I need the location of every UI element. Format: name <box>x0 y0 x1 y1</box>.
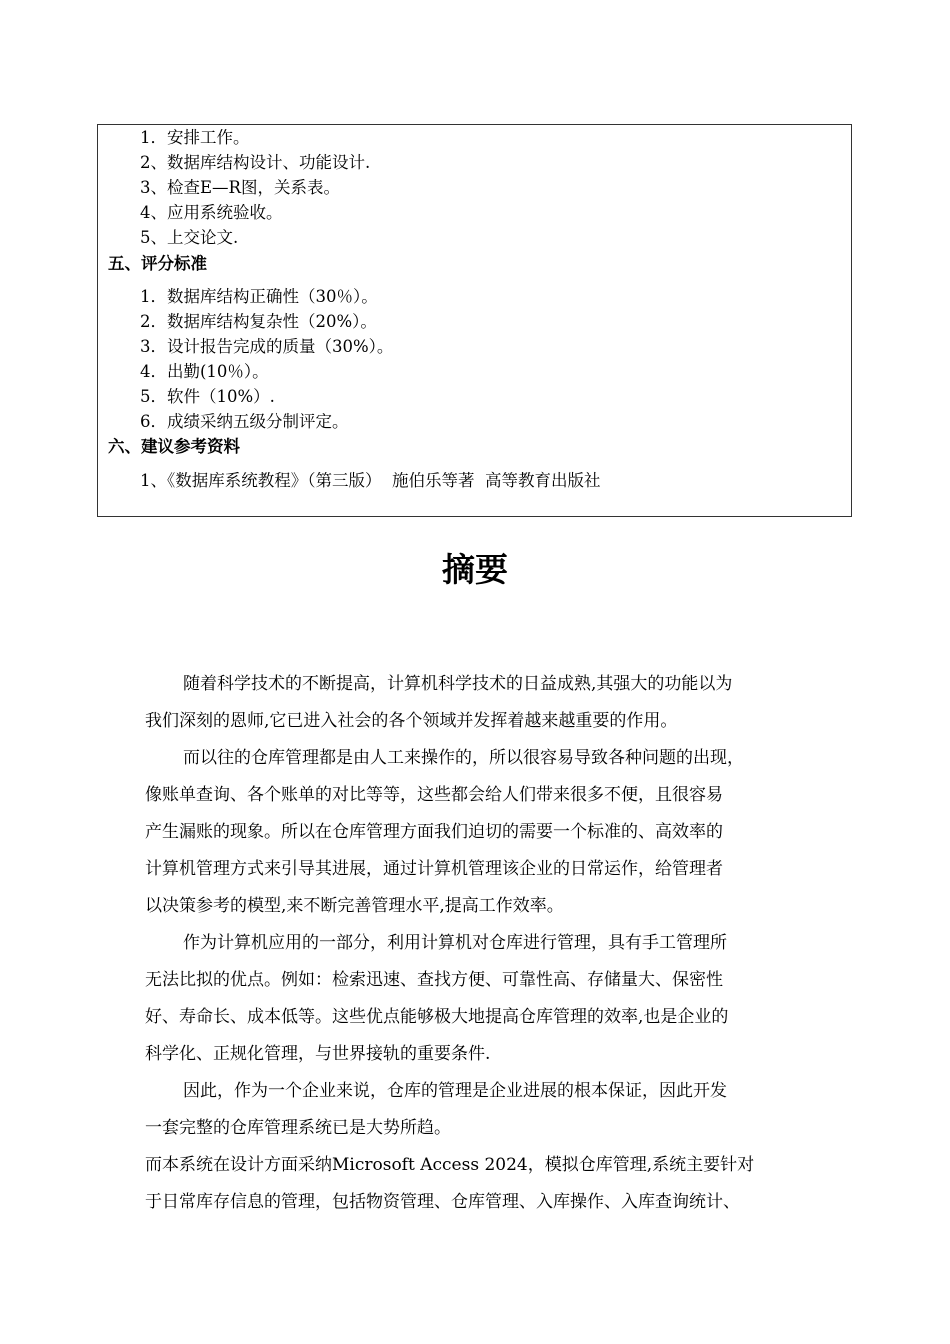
abstract-line: 随着科学技术的不断提高，计算机科学技术的日益成熟,其强大的功能以为 <box>183 674 733 694</box>
abstract-line: 像账单查询、各个账单的对比等等，这些都会给人们带来很多不便，且很容易 <box>145 785 723 805</box>
grading-item: 3．设计报告完成的质量（30%）。 <box>140 337 394 356</box>
abstract-line: 一套完整的仓库管理系统已是大势所趋。 <box>145 1118 451 1138</box>
abstract-line: 而本系统在设计方面采纳Microsoft Access 2024，模拟仓库管理,系统主要针对 <box>145 1155 755 1175</box>
reference-item: 1、《数据库系统教程》（第三版） 施伯乐等著 高等教育出版社 <box>140 471 601 490</box>
abstract-line: 作为计算机应用的一部分，利用计算机对仓库进行管理，具有手工管理所 <box>183 933 727 953</box>
requirement-item: 1．安排工作。 <box>140 128 250 147</box>
abstract-line: 科学化、正规化管理，与世界接轨的重要条件. <box>145 1044 491 1064</box>
requirement-item: 3、检查E—R图，关系表。 <box>140 178 340 197</box>
abstract-line: 无法比拟的优点。例如：检索迅速、查找方便、可靠性高、存储量大、保密性 <box>145 970 723 990</box>
abstract-line: 产生漏账的现象。所以在仓库管理方面我们迫切的需要一个标准的、高效率的 <box>145 822 723 842</box>
requirements-table-box <box>97 124 852 517</box>
abstract-title: 摘要 <box>442 550 508 589</box>
grading-item: 6．成绩采纳五级分制评定。 <box>140 412 349 431</box>
abstract-line: 于日常库存信息的管理，包括物资管理、仓库管理、入库操作、入库查询统计、 <box>145 1192 740 1212</box>
grading-item: 1．数据库结构正确性（30％）。 <box>140 287 378 306</box>
abstract-line: 计算机管理方式来引导其进展，通过计算机管理该企业的日常运作，给管理者 <box>145 859 723 879</box>
requirement-item: 4、应用系统验收。 <box>140 203 283 222</box>
abstract-line: 因此，作为一个企业来说，仓库的管理是企业进展的根本保证，因此开发 <box>183 1081 727 1101</box>
grading-item: 4．出勤(10％）。 <box>140 362 269 381</box>
section-heading-references: 六、建议参考资料 <box>108 437 240 456</box>
abstract-line: 好、寿命长、成本低等。这些优点能够极大地提高仓库管理的效率,也是企业的 <box>145 1007 729 1027</box>
grading-item: 2．数据库结构复杂性（20%）。 <box>140 312 377 331</box>
grading-item: 5．软件（10%）. <box>140 387 275 406</box>
requirement-item: 5、上交论文. <box>140 228 239 247</box>
abstract-line: 以决策参考的模型,来不断完善管理水平,提高工作效率。 <box>145 896 564 916</box>
requirement-item: 2、数据库结构设计、功能设计. <box>140 153 371 172</box>
abstract-line: 而以往的仓库管理都是由人工来操作的，所以很容易导致各种问题的出现， <box>183 748 744 768</box>
abstract-line: 我们深刻的恩师,它已进入社会的各个领域并发挥着越来越重要的作用。 <box>145 711 678 731</box>
section-heading-grading: 五、评分标准 <box>108 254 207 273</box>
